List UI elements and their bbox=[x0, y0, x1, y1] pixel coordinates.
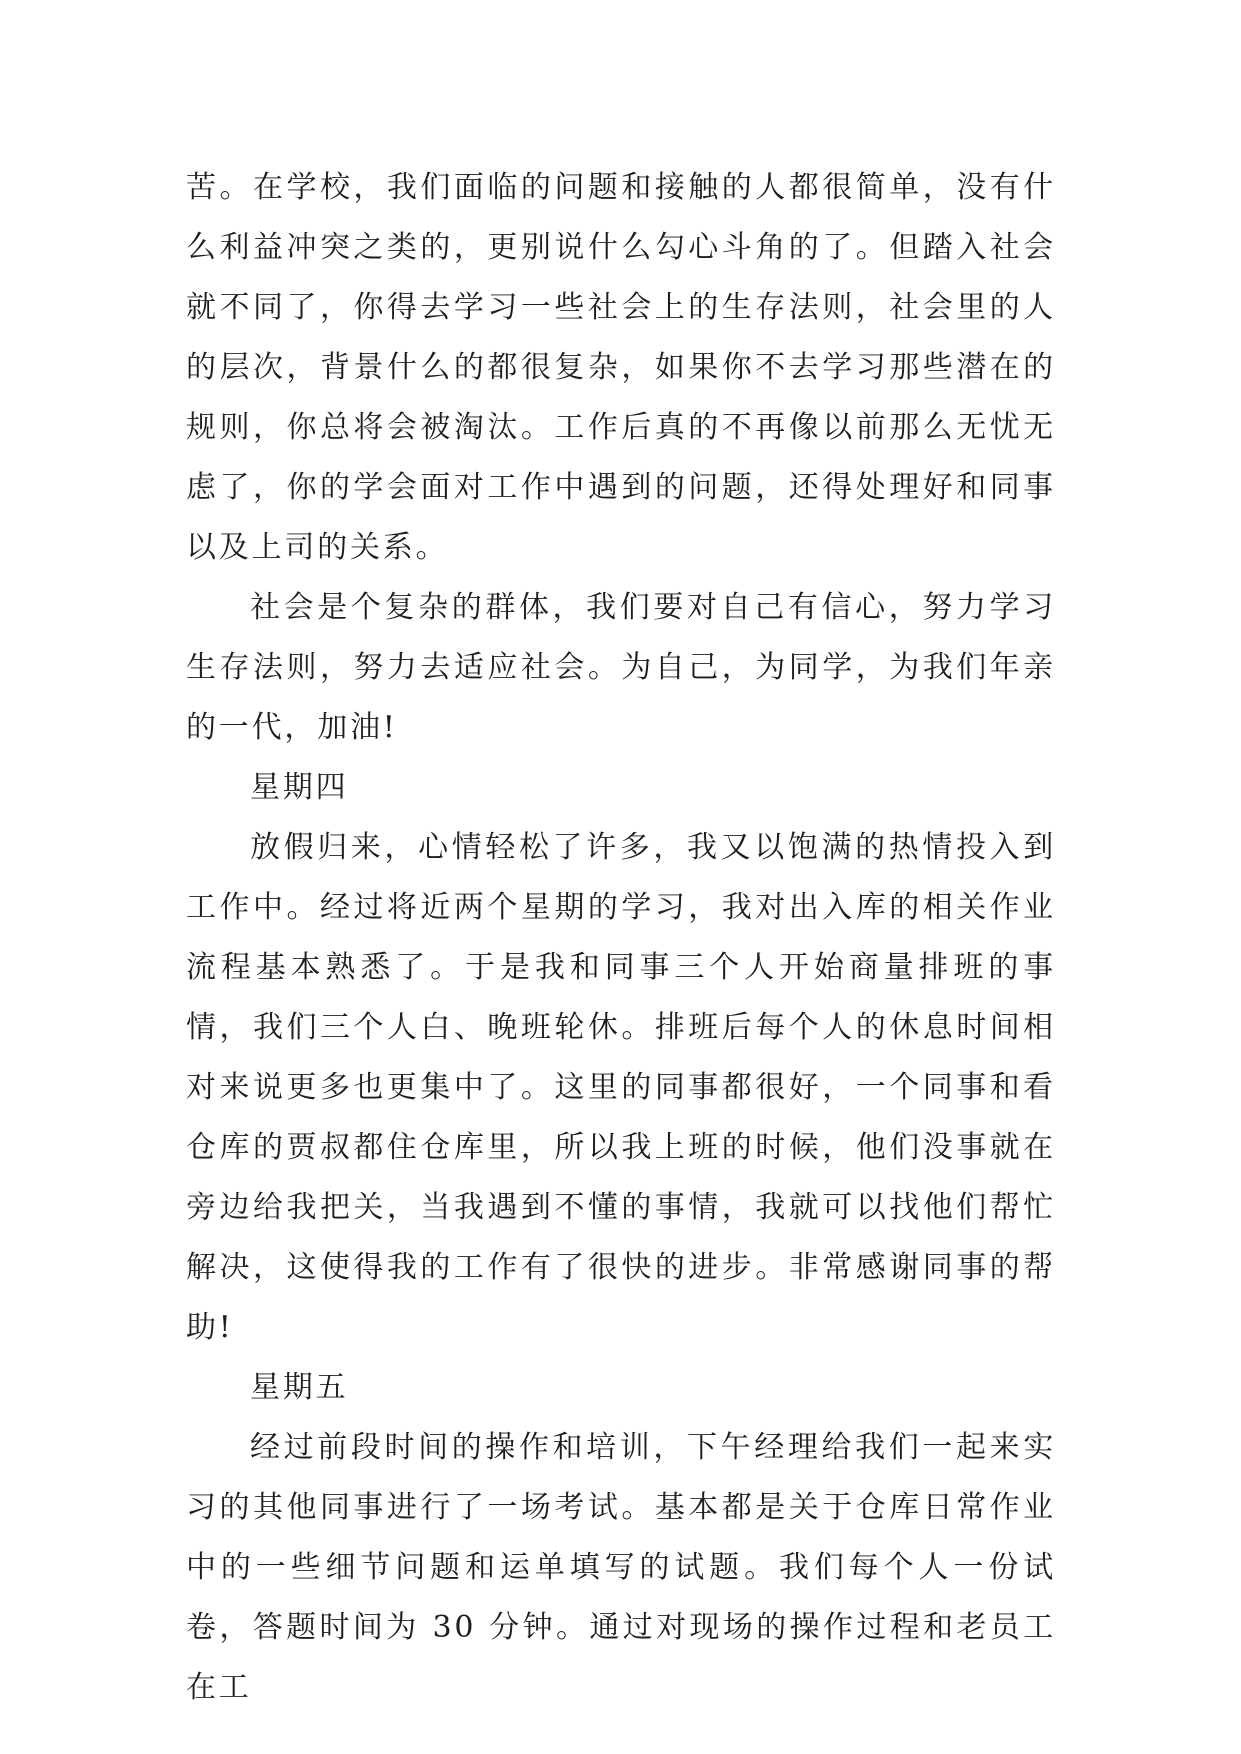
paragraph-friday: 经过前段时间的操作和培训，下午经理给我们一起来实习的其他同事进行了一场考试。基本都是关于仓库日常作业中的一些细节问题和运单填写的试题。我们每个人一份试卷，答题时间为 30 分钟。通过对现场的操作过程和老员工在工 bbox=[186, 1430, 1056, 1705]
heading-friday: 星期五 bbox=[250, 1370, 349, 1405]
document-body bbox=[186, 158, 1056, 1718]
paragraph-continuation: 苦。在学校，我们面临的问题和接触的人都很简单，没有什么利益冲突之类的，更别说什么勾心斗角的了。但踏入社会就不同了，你得去学习一些社会上的生存法则，社会里的人的层次，背景什么的都很复杂，如果你不去学习那些潜在的规则，你总将会被淘汰。工作后真的不再像以前那么无忧无虑了，你的学会面对工作中遇到的问题，还得处理好和同事以及上司的关系。 bbox=[186, 170, 1056, 565]
paragraph-society: 社会是个复杂的群体，我们要对自己有信心，努力学习生存法则，努力去适应社会。为自己，为同学，为我们年亲的一代，加油! bbox=[186, 590, 1056, 745]
heading-thursday: 星期四 bbox=[250, 770, 349, 805]
paragraph-thursday: 放假归来，心情轻松了许多，我又以饱满的热情投入到工作中。经过将近两个星期的学习，我对出入库的相关作业流程基本熟悉了。于是我和同事三个人开始商量排班的事情，我们三个人白、晚班轮休。排班后每个人的休息时间相对来说更多也更集中了。这里的同事都很好，一个同事和看仓库的贾叔都住仓库里，所以我上班的时候，他们没事就在旁边给我把关，当我遇到不懂的事情，我就可以找他们帮忙解决，这使得我的工作有了很快的进步。非常感谢同事的帮助! bbox=[186, 830, 1056, 1345]
